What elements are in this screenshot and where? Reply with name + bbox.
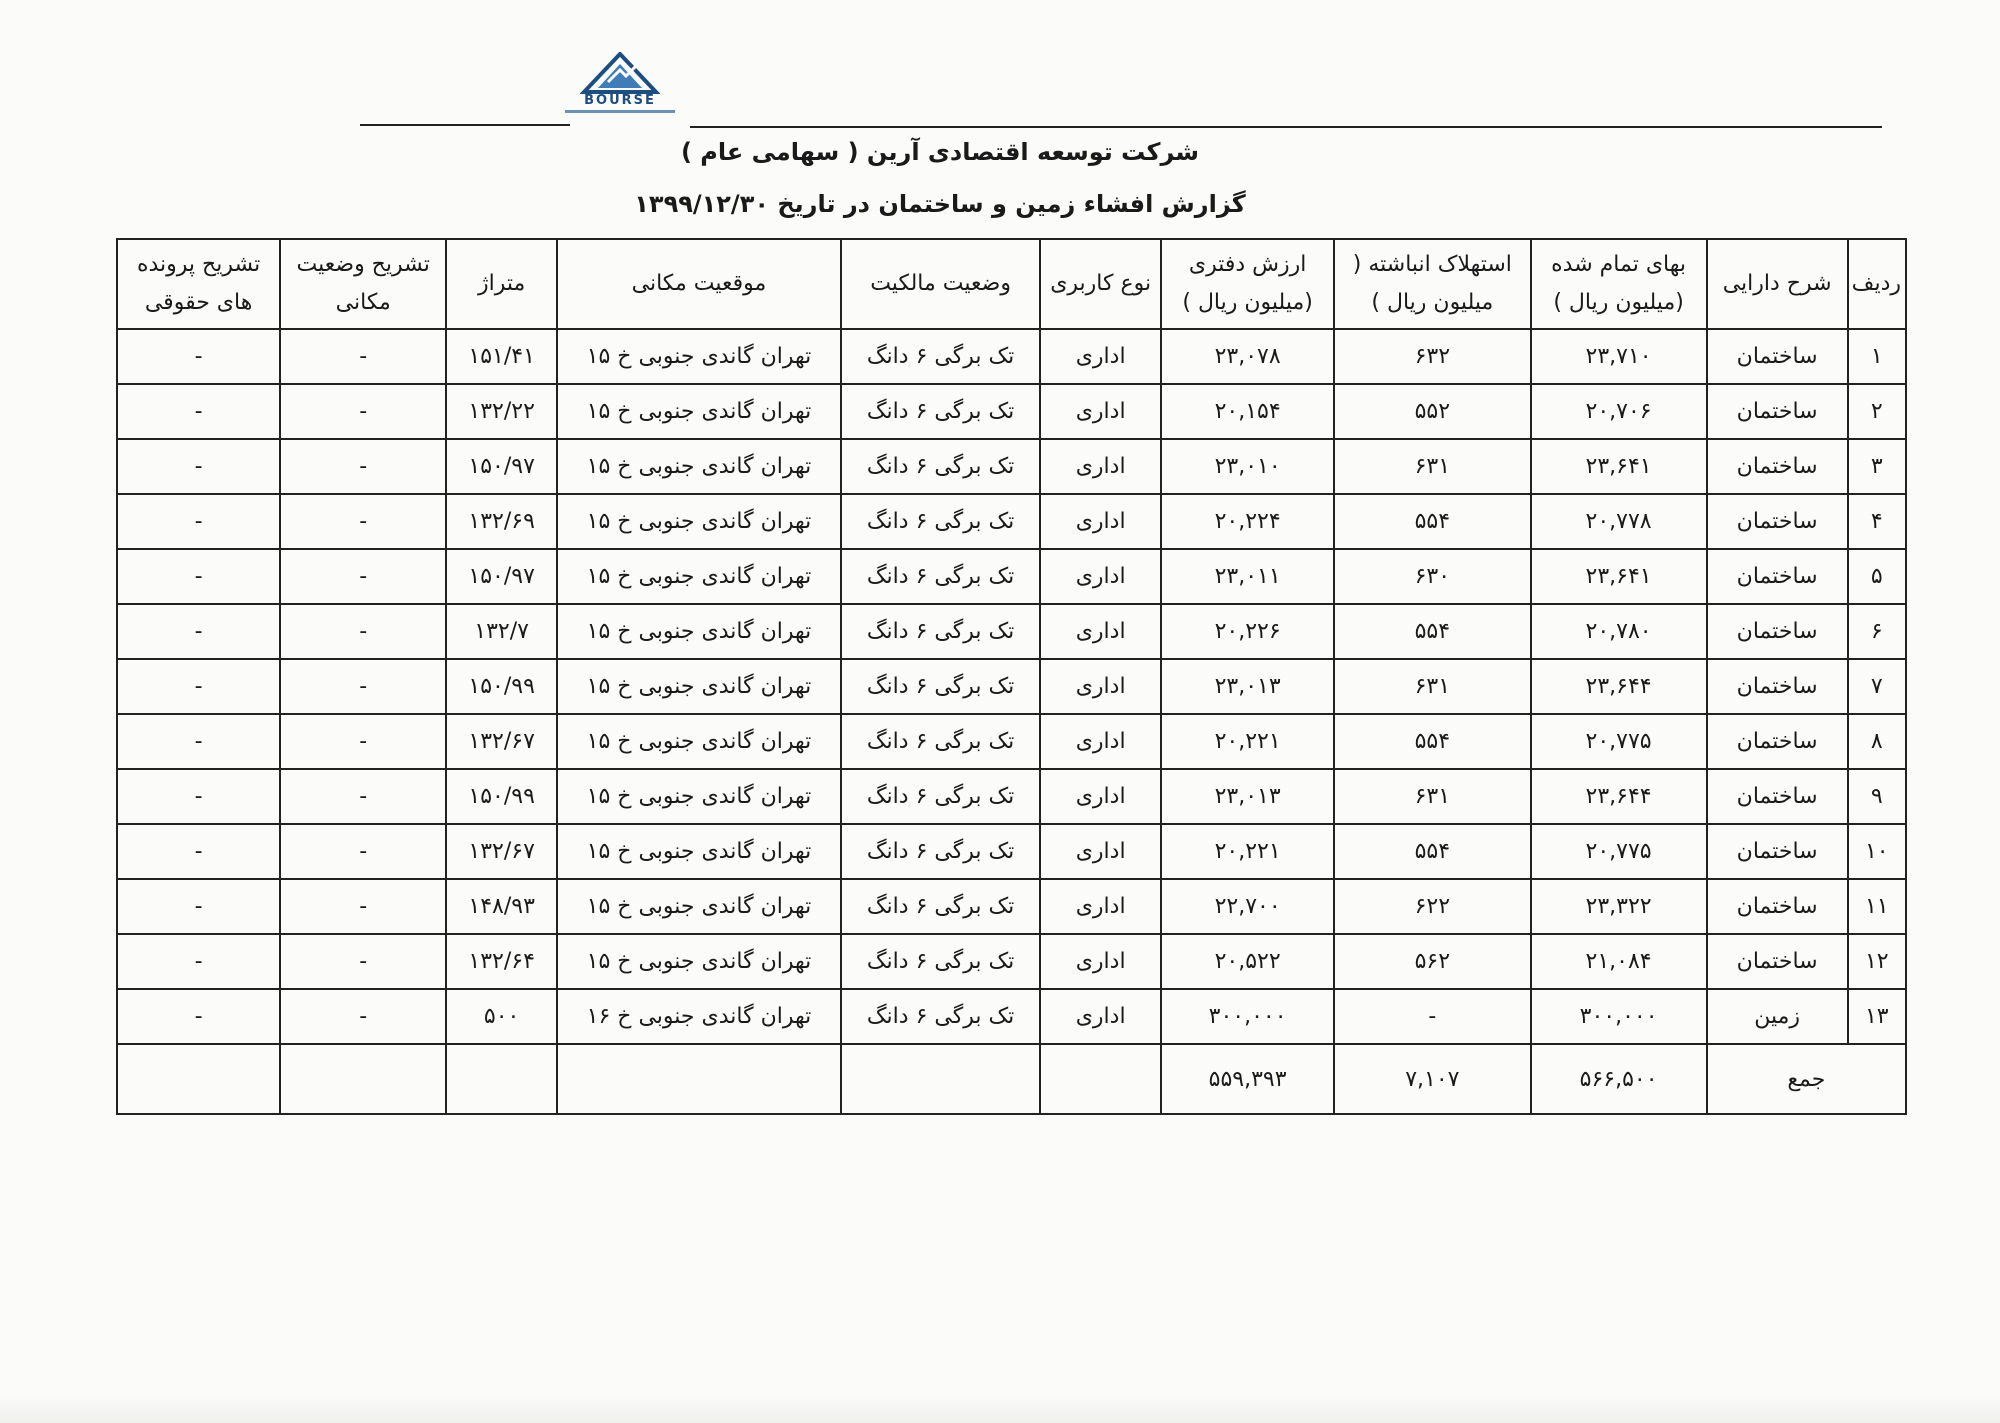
cell-ownership: تک برگی ۶ دانگ — [841, 549, 1040, 604]
cell-ownership: تک برگی ۶ دانگ — [841, 604, 1040, 659]
cell-depreciation: ۶۲۲ — [1334, 879, 1530, 934]
cell-depreciation: ۵۵۴ — [1334, 714, 1530, 769]
cell-usage-type: اداری — [1040, 329, 1161, 384]
col-header-row-number: ردیف — [1848, 239, 1906, 329]
cell-row-number: ۱۰ — [1848, 824, 1906, 879]
report-title: گزارش افشاء زمین و ساختمان در تاریخ ۱۳۹۹/۱۲/۳۰ — [634, 190, 1246, 218]
cell-book-value: ۲۳,۰۱۰ — [1161, 439, 1334, 494]
cell-location: تهران گاندی جنوبی خ ۱۵ — [557, 714, 841, 769]
cell-cost: ۳۰۰,۰۰۰ — [1531, 989, 1707, 1044]
cell-book-value: ۲۰,۲۲۱ — [1161, 824, 1334, 879]
cell-cost: ۲۳,۶۴۴ — [1531, 659, 1707, 714]
cell-location: تهران گاندی جنوبی خ ۱۵ — [557, 329, 841, 384]
cell-area: ۱۳۲/۶۷ — [446, 714, 557, 769]
cell-cost: ۲۰,۷۷۵ — [1531, 824, 1707, 879]
page-bottom-edge — [0, 1395, 2000, 1423]
cell-usage-type: اداری — [1040, 824, 1161, 879]
cell-row-number: ۷ — [1848, 659, 1906, 714]
cell-asset-description: ساختمان — [1707, 714, 1848, 769]
cell-area: ۱۳۲/۶۹ — [446, 494, 557, 549]
cell-cost: ۲۱,۰۸۴ — [1531, 934, 1707, 989]
cell-cost: ۲۳,۶۴۱ — [1531, 549, 1707, 604]
cell-usage-type: اداری — [1040, 604, 1161, 659]
cell-asset-description: ساختمان — [1707, 659, 1848, 714]
cell-row-number: ۱۳ — [1848, 989, 1906, 1044]
cell-usage-type: اداری — [1040, 989, 1161, 1044]
cell-depreciation: ۶۳۱ — [1334, 659, 1530, 714]
cell-legal-cases: - — [117, 439, 280, 494]
cell-location: تهران گاندی جنوبی خ ۱۵ — [557, 769, 841, 824]
cell-legal-cases: - — [117, 989, 280, 1044]
cell-location: تهران گاندی جنوبی خ ۱۵ — [557, 439, 841, 494]
cell-usage-type: اداری — [1040, 879, 1161, 934]
table-row — [117, 549, 1906, 604]
cell-book-value: ۲۳,۰۷۸ — [1161, 329, 1334, 384]
col-header-area: متراژ — [446, 239, 557, 329]
cell-usage-type: اداری — [1040, 384, 1161, 439]
cell-cost: ۲۰,۷۸۰ — [1531, 604, 1707, 659]
cell-book-value: ۲۳,۰۱۳ — [1161, 769, 1334, 824]
cell-usage-type: اداری — [1040, 769, 1161, 824]
cell-book-value: ۲۳,۰۱۱ — [1161, 549, 1334, 604]
cell-row-number: ۶ — [1848, 604, 1906, 659]
cell-location: تهران گاندی جنوبی خ ۱۵ — [557, 604, 841, 659]
cell-row-number: ۳ — [1848, 439, 1906, 494]
cell-asset-description: ساختمان — [1707, 549, 1848, 604]
cell-area: ۱۵۰/۹۷ — [446, 439, 557, 494]
cell-location-status: - — [280, 989, 446, 1044]
cell-book-value: ۲۰,۱۵۴ — [1161, 384, 1334, 439]
cell-cost: ۲۳,۶۴۴ — [1531, 769, 1707, 824]
table-row — [117, 879, 1906, 934]
table-row — [117, 769, 1906, 824]
cell-location-status: - — [280, 439, 446, 494]
table-row — [117, 384, 1906, 439]
assets-table — [116, 238, 1907, 1115]
cell-book-value: ۲۰,۲۲۴ — [1161, 494, 1334, 549]
cell-depreciation: ۶۳۱ — [1334, 439, 1530, 494]
cell-legal-cases: - — [117, 604, 280, 659]
cell-row-number: ۴ — [1848, 494, 1906, 549]
table-row — [117, 439, 1906, 494]
cell-area: ۱۳۲/۶۷ — [446, 824, 557, 879]
logo-text: BOURSE — [584, 93, 656, 108]
table-row — [117, 989, 1906, 1044]
cell-asset-description: ساختمان — [1707, 879, 1848, 934]
cell-area: ۱۵۰/۹۹ — [446, 659, 557, 714]
total-empty-cell — [280, 1044, 446, 1114]
cell-usage-type: اداری — [1040, 714, 1161, 769]
total-label: جمع — [1707, 1044, 1906, 1114]
cell-asset-description: ساختمان — [1707, 824, 1848, 879]
cell-location-status: - — [280, 494, 446, 549]
cell-legal-cases: - — [117, 714, 280, 769]
cell-ownership: تک برگی ۶ دانگ — [841, 329, 1040, 384]
cell-location: تهران گاندی جنوبی خ ۱۵ — [557, 934, 841, 989]
cell-row-number: ۱۲ — [1848, 934, 1906, 989]
table-row — [117, 934, 1906, 989]
total-empty-cell — [446, 1044, 557, 1114]
bourse-logo-icon — [580, 52, 660, 94]
cell-asset-description: ساختمان — [1707, 384, 1848, 439]
col-header-depreciation: استهلاک انباشته ( میلیون ریال ) — [1334, 239, 1530, 329]
cell-location: تهران گاندی جنوبی خ ۱۵ — [557, 549, 841, 604]
cell-legal-cases: - — [117, 329, 280, 384]
cell-cost: ۲۰,۷۰۶ — [1531, 384, 1707, 439]
cell-legal-cases: - — [117, 934, 280, 989]
cell-row-number: ۵ — [1848, 549, 1906, 604]
cell-cost: ۲۳,۳۲۲ — [1531, 879, 1707, 934]
table-row — [117, 494, 1906, 549]
cell-ownership: تک برگی ۶ دانگ — [841, 494, 1040, 549]
cell-legal-cases: - — [117, 879, 280, 934]
cell-area: ۱۳۲/۲۲ — [446, 384, 557, 439]
cell-asset-description: ساختمان — [1707, 439, 1848, 494]
cell-legal-cases: - — [117, 549, 280, 604]
cell-area: ۵۰۰ — [446, 989, 557, 1044]
cell-depreciation: ۵۵۴ — [1334, 494, 1530, 549]
cell-area: ۱۵۱/۴۱ — [446, 329, 557, 384]
total-empty-cell — [1040, 1044, 1161, 1114]
cell-area: ۱۴۸/۹۳ — [446, 879, 557, 934]
cell-depreciation: ۵۶۲ — [1334, 934, 1530, 989]
cell-book-value: ۲۲,۷۰۰ — [1161, 879, 1334, 934]
total-book-value: ۵۵۹,۳۹۳ — [1161, 1044, 1334, 1114]
cell-book-value: ۲۳,۰۱۳ — [1161, 659, 1334, 714]
cell-cost: ۲۳,۷۱۰ — [1531, 329, 1707, 384]
logo-underline — [565, 110, 675, 113]
cell-area: ۱۳۲/۶۴ — [446, 934, 557, 989]
total-depreciation: ۷,۱۰۷ — [1334, 1044, 1530, 1114]
cell-ownership: تک برگی ۶ دانگ — [841, 714, 1040, 769]
cell-ownership: تک برگی ۶ دانگ — [841, 769, 1040, 824]
cell-depreciation: ۵۵۴ — [1334, 604, 1530, 659]
cell-book-value: ۲۰,۲۲۱ — [1161, 714, 1334, 769]
cell-asset-description: ساختمان — [1707, 934, 1848, 989]
cell-legal-cases: - — [117, 494, 280, 549]
cell-row-number: ۱ — [1848, 329, 1906, 384]
total-cost: ۵۶۶,۵۰۰ — [1531, 1044, 1707, 1114]
cell-legal-cases: - — [117, 384, 280, 439]
cell-usage-type: اداری — [1040, 659, 1161, 714]
col-header-ownership: وضعیت مالکیت — [841, 239, 1040, 329]
cell-area: ۱۵۰/۹۷ — [446, 549, 557, 604]
cell-location: تهران گاندی جنوبی خ ۱۶ — [557, 989, 841, 1044]
company-name: شرکت توسعه اقتصادی آرین ( سهامی عام ) — [680, 138, 1200, 166]
cell-cost: ۲۳,۶۴۱ — [1531, 439, 1707, 494]
cell-usage-type: اداری — [1040, 934, 1161, 989]
cell-legal-cases: - — [117, 824, 280, 879]
cell-asset-description: ساختمان — [1707, 604, 1848, 659]
bourse-logo — [555, 52, 685, 122]
table-row — [117, 714, 1906, 769]
table-header-row — [117, 239, 1906, 329]
cell-usage-type: اداری — [1040, 549, 1161, 604]
cell-location-status: - — [280, 329, 446, 384]
cell-asset-description: ساختمان — [1707, 769, 1848, 824]
cell-area: ۱۳۲/۷ — [446, 604, 557, 659]
table-row — [117, 824, 1906, 879]
total-row — [117, 1044, 1906, 1114]
table-row — [117, 604, 1906, 659]
cell-location-status: - — [280, 659, 446, 714]
header-rule-right — [690, 126, 1882, 128]
cell-row-number: ۸ — [1848, 714, 1906, 769]
cell-depreciation: ۶۳۲ — [1334, 329, 1530, 384]
col-header-location: موقعیت مکانی — [557, 239, 841, 329]
cell-location-status: - — [280, 879, 446, 934]
cell-location: تهران گاندی جنوبی خ ۱۵ — [557, 384, 841, 439]
col-header-legal-cases: تشریح پرونده های حقوقی — [117, 239, 280, 329]
cell-location-status: - — [280, 824, 446, 879]
cell-depreciation: ۵۵۴ — [1334, 824, 1530, 879]
cell-ownership: تک برگی ۶ دانگ — [841, 384, 1040, 439]
cell-book-value: ۳۰۰,۰۰۰ — [1161, 989, 1334, 1044]
cell-ownership: تک برگی ۶ دانگ — [841, 989, 1040, 1044]
cell-legal-cases: - — [117, 659, 280, 714]
cell-usage-type: اداری — [1040, 439, 1161, 494]
cell-depreciation: ۶۳۰ — [1334, 549, 1530, 604]
cell-location: تهران گاندی جنوبی خ ۱۵ — [557, 879, 841, 934]
cell-row-number: ۱۱ — [1848, 879, 1906, 934]
cell-row-number: ۹ — [1848, 769, 1906, 824]
col-header-book-value: ارزش دفتری (میلیون ریال ) — [1161, 239, 1334, 329]
col-header-asset-description: شرح دارایی — [1707, 239, 1848, 329]
cell-row-number: ۲ — [1848, 384, 1906, 439]
cell-ownership: تک برگی ۶ دانگ — [841, 879, 1040, 934]
cell-location: تهران گاندی جنوبی خ ۱۵ — [557, 824, 841, 879]
cell-location-status: - — [280, 934, 446, 989]
cell-usage-type: اداری — [1040, 494, 1161, 549]
cell-area: ۱۵۰/۹۹ — [446, 769, 557, 824]
cell-asset-description: ساختمان — [1707, 329, 1848, 384]
cell-location-status: - — [280, 549, 446, 604]
cell-asset-description: زمین — [1707, 989, 1848, 1044]
cell-ownership: تک برگی ۶ دانگ — [841, 824, 1040, 879]
cell-book-value: ۲۰,۵۲۲ — [1161, 934, 1334, 989]
cell-legal-cases: - — [117, 769, 280, 824]
col-header-cost: بهای تمام شده (میلیون ریال ) — [1531, 239, 1707, 329]
header-rule-left — [360, 124, 570, 126]
cell-depreciation: - — [1334, 989, 1530, 1044]
cell-location: تهران گاندی جنوبی خ ۱۵ — [557, 494, 841, 549]
col-header-usage-type: نوع کاربری — [1040, 239, 1161, 329]
total-empty-cell — [557, 1044, 841, 1114]
col-header-location-status: تشریح وضعیت مکانی — [280, 239, 446, 329]
cell-depreciation: ۶۳۱ — [1334, 769, 1530, 824]
cell-location-status: - — [280, 769, 446, 824]
cell-cost: ۲۰,۷۷۸ — [1531, 494, 1707, 549]
table-row — [117, 659, 1906, 714]
total-empty-cell — [117, 1044, 280, 1114]
table-row — [117, 329, 1906, 384]
cell-cost: ۲۰,۷۷۵ — [1531, 714, 1707, 769]
cell-location: تهران گاندی جنوبی خ ۱۵ — [557, 659, 841, 714]
cell-depreciation: ۵۵۲ — [1334, 384, 1530, 439]
cell-ownership: تک برگی ۶ دانگ — [841, 439, 1040, 494]
cell-location-status: - — [280, 714, 446, 769]
cell-book-value: ۲۰,۲۲۶ — [1161, 604, 1334, 659]
cell-location-status: - — [280, 384, 446, 439]
cell-location-status: - — [280, 604, 446, 659]
total-empty-cell — [841, 1044, 1040, 1114]
cell-asset-description: ساختمان — [1707, 494, 1848, 549]
cell-ownership: تک برگی ۶ دانگ — [841, 934, 1040, 989]
cell-ownership: تک برگی ۶ دانگ — [841, 659, 1040, 714]
